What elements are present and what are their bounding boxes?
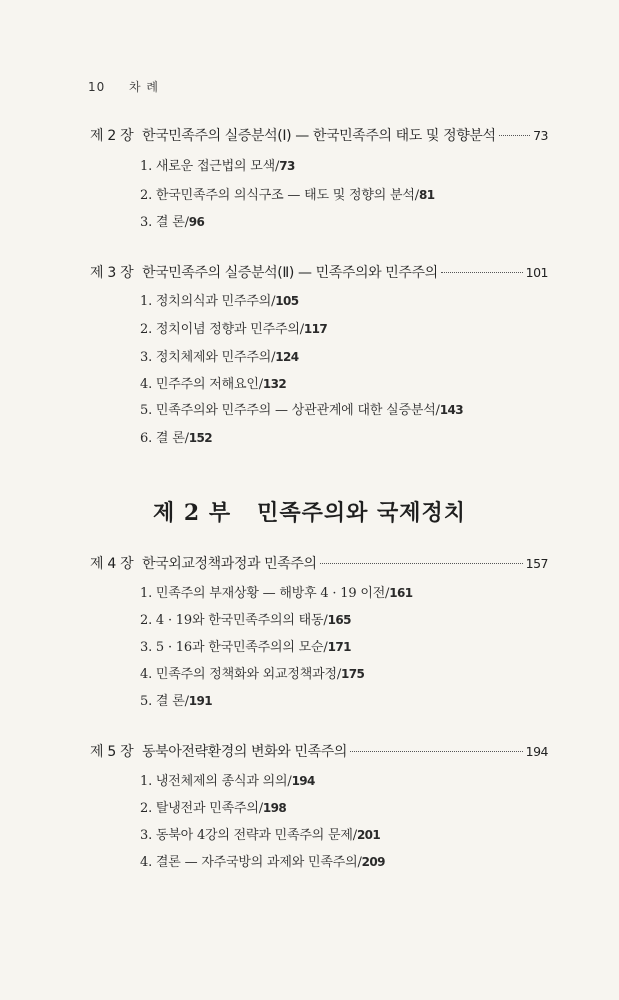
item-page: 161 [389, 586, 413, 600]
chapter-page: 157 [525, 556, 548, 571]
toc-item [140, 318, 327, 338]
item-text: 5. 민족주의와 민주주의 — 상관관계에 대한 실증분석/ [140, 403, 440, 418]
part-title [0, 496, 619, 527]
chapter-page: 73 [533, 128, 548, 143]
toc-item [140, 373, 286, 393]
toc-item [140, 399, 463, 419]
item-page: 105 [275, 294, 299, 308]
item-page: 143 [439, 403, 463, 417]
item-text: 2. 한국민족주의 의식구조 — 태도 및 정향의 분석/ [140, 188, 419, 203]
item-text: 1. 새로운 접근법의 모색/ [140, 159, 280, 174]
dot-leader [499, 135, 530, 136]
chapter-number: 제 5 장 [90, 744, 134, 760]
chapter-page: 194 [525, 744, 548, 759]
toc-item [140, 346, 299, 366]
toc-item [140, 211, 204, 231]
item-page: 198 [262, 801, 287, 815]
item-text: 1. 민족주의 부재상황 — 해방후 4 · 19 이전/ [140, 586, 390, 601]
item-page: 81 [418, 188, 435, 202]
chapter-heading [90, 262, 548, 282]
dot-leader [350, 751, 523, 752]
dot-leader [320, 563, 523, 564]
item-text: 1. 정치의식과 민주주의/ [140, 294, 276, 309]
chapter-title: 한국민족주의 실증분석(Ⅰ) — 한국민족주의 태도 및 정향분석 [142, 128, 496, 144]
chapter-title: 한국민족주의 실증분석(Ⅱ) — 민족주의와 민주주의 [142, 265, 438, 281]
chapter-number: 제 2 장 [90, 128, 134, 144]
item-page: 191 [188, 694, 213, 708]
item-text: 6. 결 론/ [140, 431, 189, 446]
toc-item [140, 582, 413, 602]
item-text: 4. 결론 — 자주국방의 과제와 민족주의/ [140, 855, 362, 870]
item-page: 171 [327, 640, 351, 654]
toc-item [140, 690, 212, 710]
chapter-title: 한국외교정책과정과 민족주의 [142, 556, 317, 572]
chapter-heading [90, 553, 548, 573]
item-text: 4. 민주주의 저해요인/ [140, 377, 263, 392]
toc-item [140, 797, 286, 817]
toc-item [140, 609, 351, 629]
toc-item [140, 290, 299, 310]
item-text: 1. 냉전체제의 종식과 의의/ [140, 774, 292, 789]
item-text: 3. 동북아 4강의 전략과 민족주의 문제/ [140, 828, 357, 843]
item-page: 152 [188, 431, 213, 445]
toc-item [140, 824, 380, 844]
running-head-label: 차 례 [128, 80, 159, 94]
item-text: 3. 5 · 16과 한국민족주의의 모순/ [140, 640, 328, 655]
item-page: 175 [341, 667, 365, 681]
item-page: 201 [356, 828, 381, 842]
item-page: 124 [275, 350, 299, 364]
part-name: 민족주의와 국제정치 [257, 500, 467, 526]
item-text: 4. 민족주의 정책화와 외교정책과정/ [140, 667, 341, 682]
toc-item [140, 851, 385, 871]
toc-item [140, 663, 364, 683]
page-number: 10 [88, 80, 106, 94]
item-text: 3. 결 론/ [140, 215, 189, 230]
item-text: 2. 탈냉전과 민족주의/ [140, 801, 263, 816]
chapter-heading [90, 741, 548, 761]
item-text: 5. 결 론/ [140, 694, 189, 709]
toc-item [140, 427, 212, 447]
toc-item [140, 155, 295, 175]
item-text: 3. 정치체제와 민주주의/ [140, 350, 276, 365]
item-page: 165 [327, 613, 351, 627]
chapter-number: 제 3 장 [90, 265, 134, 281]
chapter-title: 동북아전략환경의 변화와 민족주의 [142, 744, 347, 760]
running-head [88, 78, 159, 95]
item-page: 132 [262, 377, 287, 391]
item-text: 2. 정치이념 정향과 민주주의/ [140, 322, 304, 337]
item-page: 96 [188, 215, 205, 229]
item-text: 2. 4 · 19와 한국민족주의의 태동/ [140, 613, 328, 628]
dot-leader [441, 272, 523, 273]
toc-item [140, 770, 315, 790]
item-page: 209 [361, 855, 385, 869]
item-page: 73 [279, 159, 295, 173]
part-number: 제 2 부 [152, 500, 232, 526]
toc-item [140, 636, 351, 656]
chapter-number: 제 4 장 [90, 556, 134, 572]
item-page: 194 [291, 774, 315, 788]
chapter-page: 101 [525, 265, 548, 280]
toc-item [140, 184, 434, 204]
chapter-heading [90, 125, 548, 145]
item-page: 117 [303, 322, 328, 336]
